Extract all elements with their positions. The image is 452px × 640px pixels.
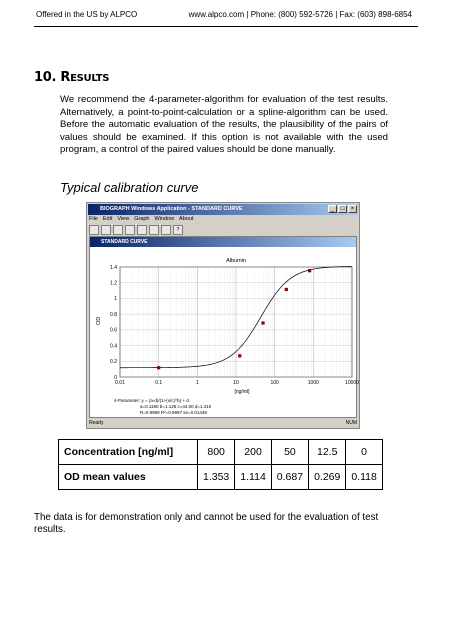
cut-icon[interactable] — [137, 225, 147, 235]
table-cell: 0 — [346, 440, 383, 465]
menu-window[interactable]: Window — [154, 216, 175, 222]
maximize-icon[interactable]: □ — [338, 205, 347, 213]
section-title-cap: R — [60, 70, 71, 85]
table-cell: 1.353 — [198, 465, 235, 490]
menu-about[interactable]: About — [179, 216, 194, 222]
calibration-table — [58, 439, 383, 490]
table-row-od — [59, 465, 383, 490]
y-tick-label: 1 — [114, 296, 117, 303]
data-point — [285, 288, 288, 291]
menu-view[interactable]: View — [117, 216, 130, 222]
menu-edit[interactable]: Edit — [102, 216, 113, 222]
minimize-icon[interactable]: _ — [328, 205, 337, 213]
section-title-rest: ESULTS — [70, 73, 110, 84]
toolbar — [89, 225, 183, 235]
header-divider — [34, 26, 418, 27]
window-controls — [328, 205, 357, 213]
menu-file[interactable]: File — [89, 216, 98, 222]
chart-window — [89, 236, 357, 418]
table-cell: 12.5 — [309, 440, 346, 465]
data-point — [308, 269, 311, 272]
table-cell: 0.687 — [271, 465, 308, 490]
param-line-2: a=0.1180 b=1.126 c=44.00 d=1.410 — [140, 404, 212, 409]
app-screenshot — [86, 202, 360, 429]
subtitle: Typical calibration curve — [60, 180, 199, 195]
table-row-concentration — [59, 440, 383, 465]
header-left: Offered in the US by ALPCO — [36, 10, 138, 19]
row-label: Concentration [ng/ml] — [59, 440, 198, 465]
table-cell: 0.118 — [346, 465, 383, 490]
page-header — [36, 10, 412, 19]
section-heading — [34, 70, 109, 85]
table-cell: 1.114 — [235, 465, 272, 490]
y-tick-label: 0.4 — [110, 343, 117, 350]
menu-graph[interactable]: Graph — [134, 216, 150, 222]
results-paragraph: We recommend the 4-parameter-algorithm for evaluation of the test results. Alternatively, a point-to-point-calculation or a spline-algorithm can be used. Before the automatic evaluation of the results, the plausibility of the pairs of values should be examined. If this option is not available with the used program, a control of the paired values should be done manually. — [60, 94, 388, 156]
data-point — [157, 366, 160, 369]
status-bar — [89, 419, 357, 428]
y-tick-label: 0 — [114, 374, 117, 381]
save-icon[interactable] — [113, 225, 123, 235]
close-icon[interactable]: × — [348, 205, 357, 213]
chart-window-titlebar — [90, 237, 356, 247]
x-tick-label: 10000 — [345, 380, 359, 386]
data-point — [238, 354, 241, 357]
status-right: NUM — [345, 420, 357, 426]
row-label: OD mean values — [59, 465, 198, 490]
calibration-chart — [90, 247, 359, 417]
y-tick-label: 0.6 — [110, 327, 117, 334]
data-point — [261, 321, 264, 324]
x-axis-label: [ng/ml] — [234, 389, 250, 395]
x-tick-label: 100 — [270, 380, 279, 386]
chart-title: Albumin — [226, 258, 246, 264]
table-cell: 800 — [198, 440, 235, 465]
x-tick-label: 0.1 — [155, 380, 163, 386]
paste-icon[interactable] — [161, 225, 171, 235]
window-title: BIOGRAPH Windows Application - STANDARD CURVE — [100, 206, 243, 212]
footer-note: The data is for demonstration only and cannot be used for the evaluation of test results. — [34, 512, 379, 536]
window-titlebar — [88, 204, 358, 215]
new-icon[interactable] — [89, 225, 99, 235]
y-axis-label: OD — [96, 316, 102, 325]
table-cell: 200 — [235, 440, 272, 465]
table-cell: 50 — [271, 440, 308, 465]
y-tick-label: 1.4 — [110, 264, 117, 271]
menu-bar — [89, 216, 193, 222]
x-tick-label: 1 — [195, 380, 199, 386]
help-icon[interactable]: ? — [173, 225, 183, 235]
status-left: Ready — [89, 420, 104, 426]
x-tick-label: 1000 — [307, 380, 319, 386]
section-number: 10. — [34, 70, 57, 85]
table-cell: 0.269 — [309, 465, 346, 490]
open-icon[interactable] — [101, 225, 111, 235]
y-tick-label: 1.2 — [110, 280, 117, 287]
print-icon[interactable] — [125, 225, 135, 235]
x-tick-label: 0.01 — [115, 380, 125, 386]
copy-icon[interactable] — [149, 225, 159, 235]
param-line-1: 4-Parameter: y = (a-d)/(1+(x/c)^b) + d — [114, 398, 189, 403]
param-line-3: R=0.9999 R²=0.9997 se=0.01448 — [140, 410, 207, 415]
x-tick-label: 10 — [233, 380, 239, 386]
y-tick-label: 0.2 — [110, 359, 117, 366]
chart-window-title: STANDARD CURVE — [101, 239, 148, 245]
header-right: www.alpco.com | Phone: (800) 592-5726 | Fax: (603) 898-6854 — [188, 10, 412, 19]
y-tick-label: 0.8 — [110, 311, 117, 318]
